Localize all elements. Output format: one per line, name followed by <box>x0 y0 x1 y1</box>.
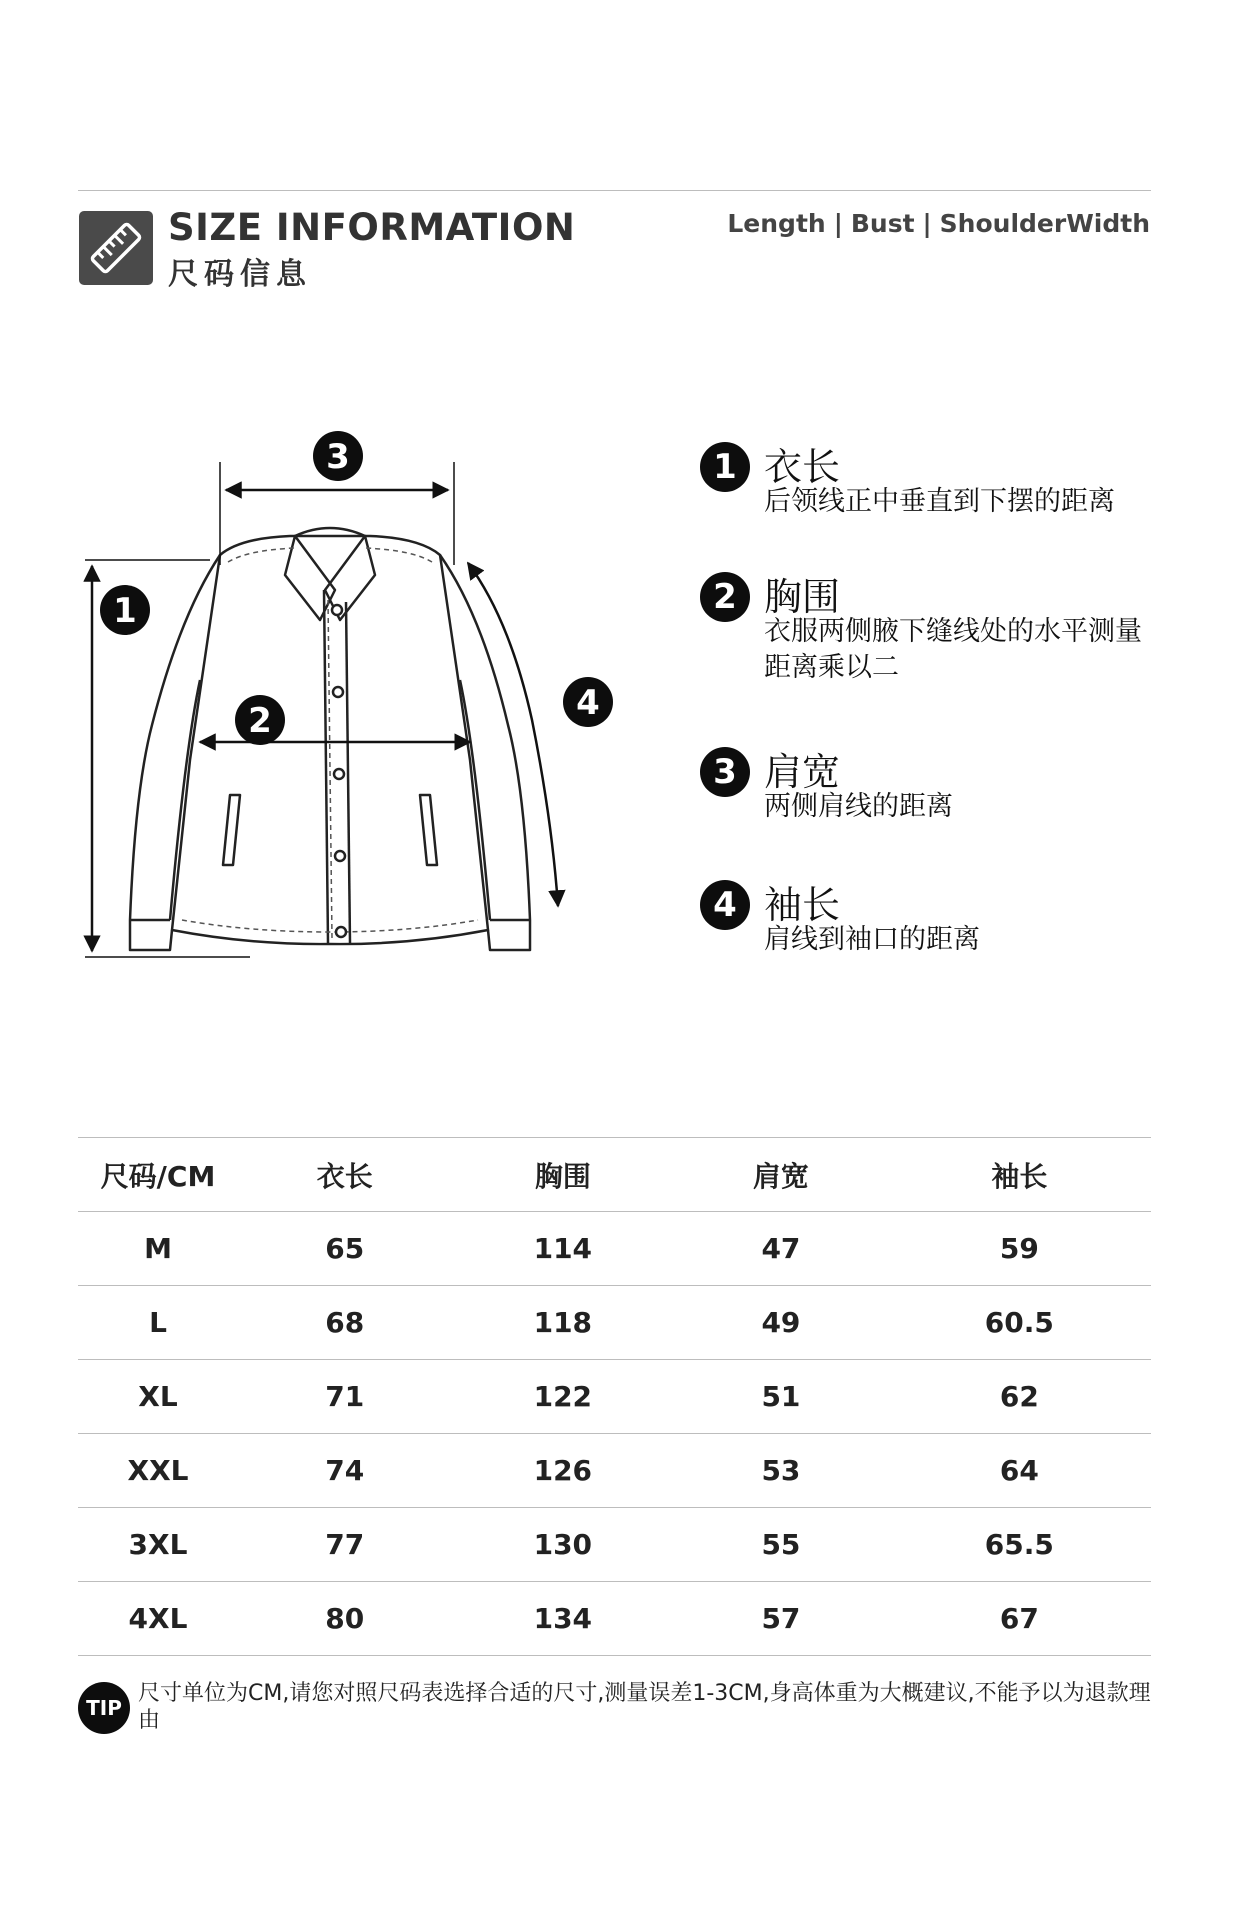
table-row <box>78 1434 1151 1508</box>
measurement-cell: 114 <box>451 1212 674 1286</box>
section-subtitle: 尺码信息 <box>168 257 312 292</box>
ruler-icon <box>79 211 153 285</box>
svg-text:1: 1 <box>113 591 137 631</box>
legend-desc: 两侧肩线的距离 <box>764 791 953 822</box>
measurement-cell: 60.5 <box>888 1286 1151 1360</box>
legend-number: 3 <box>700 747 750 797</box>
measurement-cell: 134 <box>451 1582 674 1656</box>
diagram-marker-2 <box>235 695 285 745</box>
shirt-diagram <box>70 420 630 980</box>
measurement-labels <box>727 209 1150 238</box>
measurement-cell: 126 <box>451 1434 674 1508</box>
legend-name: 衣长 <box>764 445 841 489</box>
shirt-buttons <box>332 605 346 937</box>
size-cell: 3XL <box>78 1508 238 1582</box>
measurement-label: Bust <box>850 209 915 238</box>
tip-text: 尺寸单位为CM,请您对照尺码表选择合适的尺寸,测量误差1-3CM,身高体重为大概建议,不能予以为退款理由 <box>138 1681 1151 1733</box>
measurement-cell: 57 <box>674 1582 887 1656</box>
measurement-cell: 51 <box>674 1360 887 1434</box>
diagram-marker-3 <box>313 431 363 481</box>
measurement-cell: 130 <box>451 1508 674 1582</box>
legend-desc: 肩线到袖口的距离 <box>764 924 980 955</box>
size-cell: XXL <box>78 1434 238 1508</box>
measurement-cell: 55 <box>674 1508 887 1582</box>
legend-desc: 后领线正中垂直到下摆的距离 <box>764 486 1115 517</box>
table-body <box>78 1212 1151 1656</box>
size-table <box>78 1137 1151 1656</box>
svg-text:4: 4 <box>576 683 600 723</box>
table-row <box>78 1582 1151 1656</box>
legend-number: 1 <box>700 442 750 492</box>
size-cell: M <box>78 1212 238 1286</box>
svg-text:3: 3 <box>326 437 350 477</box>
table-header-row <box>78 1138 1151 1212</box>
column-header-bust: 胸围 <box>451 1138 674 1212</box>
measurement-cell: 65.5 <box>888 1508 1151 1582</box>
measurement-label: ShoulderWidth <box>939 209 1150 238</box>
measurement-cell: 65 <box>238 1212 451 1286</box>
measurement-cell: 80 <box>238 1582 451 1656</box>
legend-number: 4 <box>700 880 750 930</box>
measurement-cell: 67 <box>888 1582 1151 1656</box>
measurement-cell: 59 <box>888 1212 1151 1286</box>
separator: | <box>922 209 932 238</box>
measurement-cell: 47 <box>674 1212 887 1286</box>
measurement-cell: 64 <box>888 1434 1151 1508</box>
legend-name: 胸围 <box>764 575 841 619</box>
legend-name: 袖长 <box>764 883 841 927</box>
column-header-size: 尺码/CM <box>78 1138 238 1212</box>
size-cell: XL <box>78 1360 238 1434</box>
table-row <box>78 1360 1151 1434</box>
size-cell: L <box>78 1286 238 1360</box>
measurement-cell: 71 <box>238 1360 451 1434</box>
diagram-marker-4 <box>563 677 613 727</box>
measurement-cell: 122 <box>451 1360 674 1434</box>
measurement-cell: 118 <box>451 1286 674 1360</box>
column-header-length: 衣长 <box>238 1138 451 1212</box>
measurement-cell: 77 <box>238 1508 451 1582</box>
sleeve-arrow <box>468 563 558 906</box>
table-row <box>78 1286 1151 1360</box>
table-row <box>78 1508 1151 1582</box>
legend-desc: 衣服两侧腋下缝线处的水平测量距离乘以二 <box>764 616 1142 683</box>
column-header-sleeve: 袖长 <box>888 1138 1151 1212</box>
svg-text:2: 2 <box>248 701 272 741</box>
measurement-cell: 62 <box>888 1360 1151 1434</box>
column-header-shoulder: 肩宽 <box>674 1138 887 1212</box>
top-divider <box>78 190 1151 191</box>
measurement-cell: 74 <box>238 1434 451 1508</box>
section-title: SIZE INFORMATION <box>168 206 576 249</box>
measurement-cell: 68 <box>238 1286 451 1360</box>
measurement-cell: 53 <box>674 1434 887 1508</box>
legend-number: 2 <box>700 572 750 622</box>
measurement-cell: 49 <box>674 1286 887 1360</box>
tip-badge: TIP <box>78 1682 130 1734</box>
legend-name: 肩宽 <box>764 750 841 794</box>
measurement-label: Length <box>727 209 826 238</box>
separator: | <box>833 209 843 238</box>
table-row <box>78 1212 1151 1286</box>
diagram-marker-1 <box>100 585 150 635</box>
size-cell: 4XL <box>78 1582 238 1656</box>
